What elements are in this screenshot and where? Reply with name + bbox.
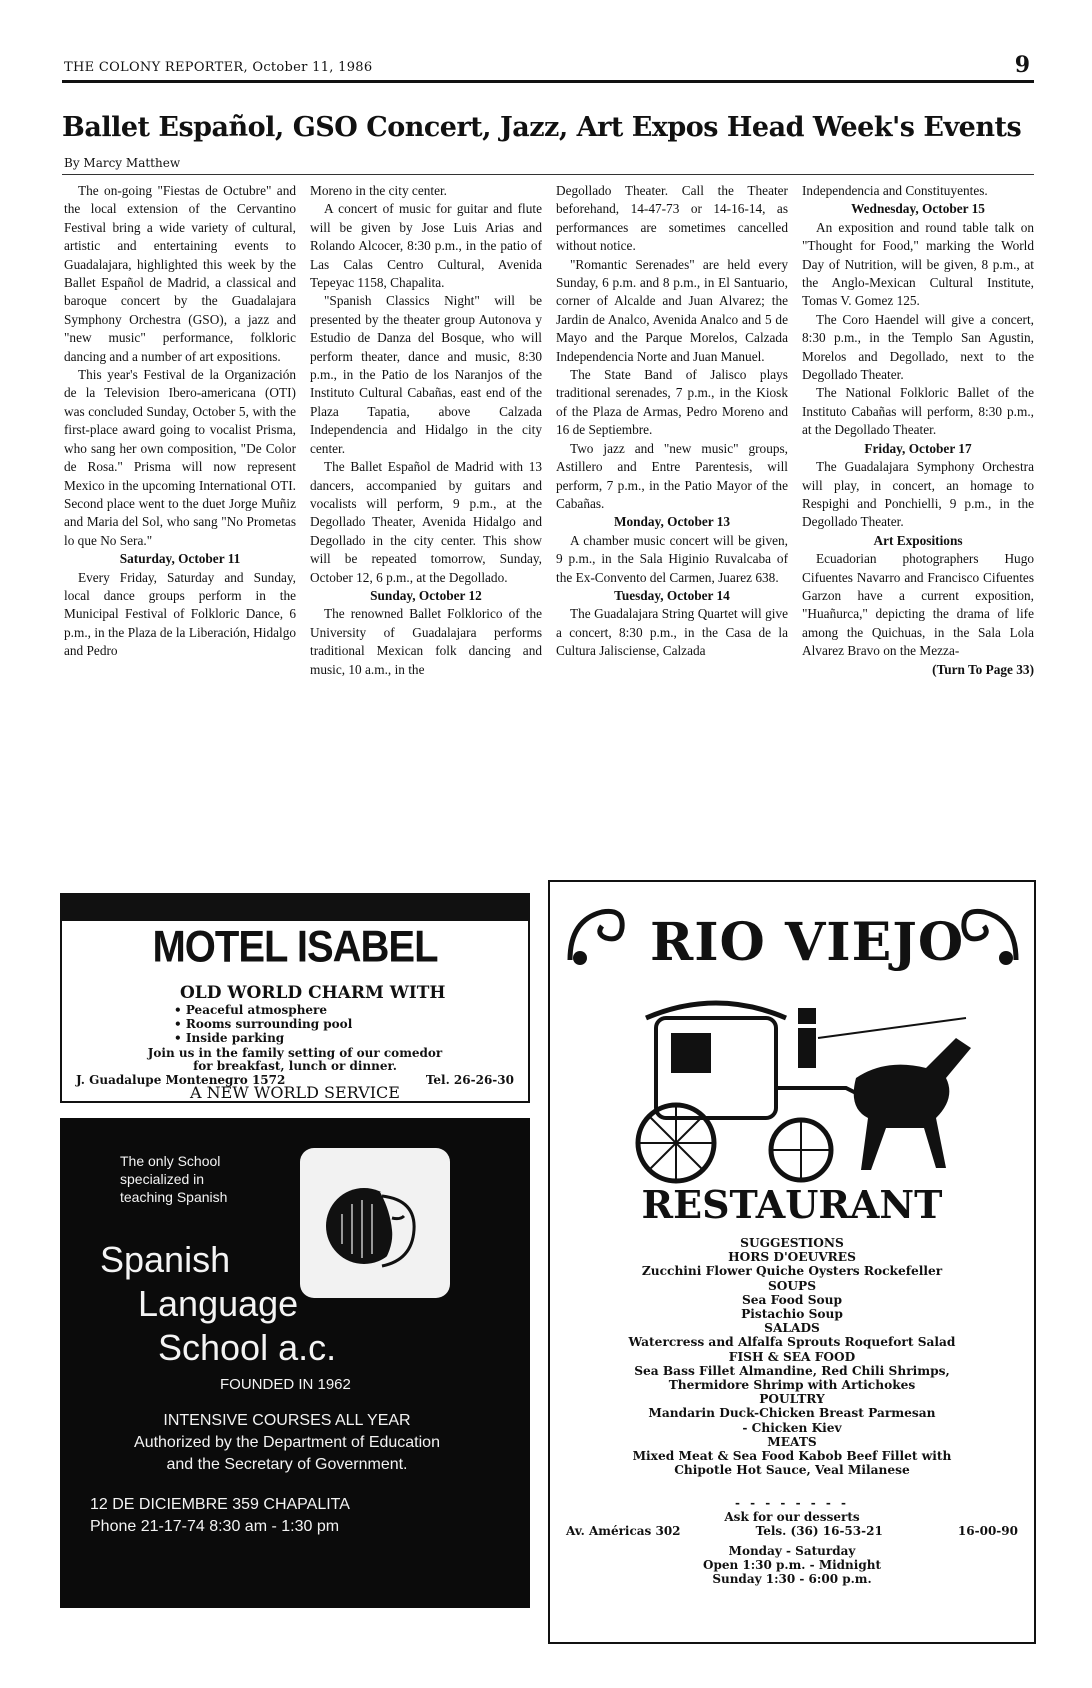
menu-line: SUGGESTIONS bbox=[740, 1236, 844, 1250]
masthead bbox=[62, 52, 1034, 83]
hours-line: Open 1:30 p.m. - Midnight bbox=[703, 1558, 881, 1572]
restaurant-name: RIO VIEJO bbox=[650, 912, 965, 973]
restaurant-label: RESTAURANT bbox=[641, 1182, 943, 1227]
hours-line: Monday - Saturday bbox=[728, 1544, 856, 1558]
school-intro-line: teaching Spanish bbox=[120, 1189, 228, 1205]
article-paragraph: "Romantic Serenades" are held every Sunday, 6 p.m. and 8 p.m., in El Santuario, corner of Alcalde and Juan Alvarez; the Jardin de Analco, Avenida Analco and 5 de Mayo and the Parque Morelos, Calzada Independencia Norte and Juan Manuel. bbox=[556, 256, 788, 364]
menu-line: Zucchini Flower Quiche Oysters Rockefeller bbox=[641, 1264, 943, 1279]
section-subhead: Monday, October 13 bbox=[613, 514, 731, 530]
article-paragraph: A chamber music concert will be given, 9 p.m., in the Sala Higinio Ruvalcaba of the Ex-Convento del Carmen, Juarez 638. bbox=[556, 532, 788, 585]
continued-note: (Turn To Page 33) bbox=[932, 661, 1034, 677]
menu-line: - Chicken Kiev bbox=[742, 1420, 842, 1435]
article-column-3 bbox=[556, 182, 788, 892]
school-intro bbox=[120, 1152, 227, 1206]
menu-line: Thermidore Shrimp with Artichokes bbox=[668, 1378, 916, 1393]
section-subhead: Sunday, October 12 bbox=[370, 587, 482, 603]
motel-address: J. Guadalupe Montenegro 1572 bbox=[76, 1073, 286, 1087]
school-name-line: Language bbox=[138, 1283, 299, 1324]
article-paragraph: The Coro Haendel will give a concert, 8:30 p.m., in the Templo San Agustin, Morelos and Degollado, next to the Degollado Theater. bbox=[802, 311, 1034, 383]
school-intro-line: specialized in bbox=[120, 1171, 205, 1187]
menu-line: MEATS bbox=[767, 1434, 817, 1449]
motel-isabel-ad bbox=[60, 893, 530, 1103]
article-paragraph: The Guadalajara String Quartet will give a concert, 8:30 p.m., in the Casa de la Cultura Jalisciense, Calzada bbox=[556, 606, 788, 659]
motel-feature: • Inside parking bbox=[174, 1031, 352, 1045]
article-paragraph: Two jazz and "new music" groups, Astillero and Entre Parentesis, will perform, 7 p.m., in the Patio Mayor of the Cabañas. bbox=[556, 440, 788, 511]
ornament-scroll-icon bbox=[954, 900, 1024, 970]
menu-line: Watercress and Alfalfa Sprouts Roquefort Salad bbox=[628, 1335, 956, 1350]
divider-dashes: - - - - - - - - bbox=[734, 1496, 850, 1510]
motel-name: MOTEL ISABEL bbox=[152, 922, 438, 972]
article-paragraph: The on-going "Fiestas de Octubre" and the local extension of the Cervantino Festival bring a wide variety of cultural, artistic and entertaining events to Guadalajara, highlighted this week by the Ballet Español de Madrid, a classical and baroque concert by the Guadalajara Symphony Orchestra (GSO), a jazz and "new music" performance, folkloric dancing and a number of art expositions. bbox=[64, 183, 296, 364]
article-paragraph: The Ballet Español de Madrid with 13 dancers, accompanied by guitars and vocalists will perform, 9 p.m., at the Degollado Theater, Avenida Hidalgo and Degollado in the city center. This show will be repeated tomorrow, Sunday, October 12, 6 p.m., at the Degollado. bbox=[310, 459, 542, 585]
article-paragraph: "Spanish Classics Night" will be presented by the theater group Autonova y Estudio de Danza del Bosque, who will perform theater, dance and music, 8:30 p.m., in the Patio de los Naranjos of the Instituto Cultural Cabañas, east end of the Plaza Tapatia, above Calzada Independencia and Hidalgo in the city center. bbox=[310, 293, 542, 456]
menu-line: Pistachio Soup bbox=[741, 1307, 843, 1322]
menu-line: SALADS bbox=[764, 1321, 820, 1336]
article-paragraph: The State Band of Jalisco plays traditional serenades, 7 p.m., in the Kiosk of the Plaza de Armas, Pedro Moreno and 16 de Septiembre. bbox=[556, 367, 788, 438]
article-columns bbox=[64, 182, 1034, 892]
article-paragraph: An exposition and round table talk on "Thought for Food," marking the World Day of Nutrition, will be given, 8 p.m., at the Anglo-Mexican Cultural Institute, Tomas V. Gomez 125. bbox=[802, 219, 1034, 309]
article-column-1 bbox=[64, 182, 296, 892]
article-paragraph: Moreno in the city center. bbox=[310, 183, 447, 198]
school-name-line: Spanish bbox=[100, 1239, 231, 1280]
horse-carriage-icon bbox=[586, 978, 1006, 1188]
school-courses-line: Authorized by the Department of Education bbox=[134, 1434, 440, 1451]
school-intro-line: The only School bbox=[120, 1153, 221, 1169]
article-paragraph: This year's Festival de la Organización de la Television Ibero-americana (OTI) was concluded Sunday, October 5, with the first-place award going to vocalist Prisma, who sang her own composition, "De Color de Rosa." Prisma will now represent Mexico in the upcoming International OTI. Second place went to the duet Jorge Muñiz and Maria del Sol, who sang "No Prometas lo que No Sera." bbox=[64, 367, 296, 548]
byline: By Marcy Matthew bbox=[64, 156, 181, 170]
menu-line: SOUPS bbox=[767, 1278, 816, 1293]
ornament-scroll-icon bbox=[562, 900, 632, 970]
rule bbox=[62, 174, 1034, 175]
menu-line: HORS D'OEUVRES bbox=[728, 1250, 856, 1265]
school-contact bbox=[90, 1494, 350, 1538]
restaurant-menu bbox=[570, 1236, 1014, 1477]
spanish-school-ad bbox=[60, 1118, 530, 1608]
section-subhead: Art Expositions bbox=[873, 532, 963, 548]
menu-line: FISH & SEA FOOD bbox=[728, 1349, 856, 1364]
motel-feature: • Peaceful atmosphere bbox=[174, 1003, 352, 1017]
motel-invite bbox=[62, 1047, 528, 1073]
school-phone: Phone 21-17-74 8:30 am - 1:30 pm bbox=[90, 1518, 340, 1535]
menu-line: Sea Food Soup bbox=[741, 1292, 843, 1307]
article-paragraph: Ecuadorian photographers Hugo Cifuentes Navarro and Francisco Cifuentes Garzon have a current exposition, "Huañurca," depicting the drama of life among the Quichuas, in the Sala Lola Alvarez Bravo on the Mezza- bbox=[802, 551, 1034, 659]
motel-tagline: OLD WORLD CHARM WITH bbox=[180, 983, 446, 1003]
article-paragraph: Degollado Theater. Call the Theater beforehand, 14-47-73 or 14-16-14, as performances are sometimes cancelled without notice. bbox=[556, 183, 788, 254]
motel-invite-line: for breakfast, lunch or dinner. bbox=[193, 1059, 397, 1073]
publication-line: THE COLONY REPORTER, October 11, 1986 bbox=[64, 60, 373, 75]
motel-invite-line: Join us in the family setting of our comedor bbox=[147, 1046, 443, 1060]
section-subhead: Friday, October 17 bbox=[864, 440, 972, 456]
motel-feature: • Rooms surrounding pool bbox=[174, 1017, 352, 1031]
restaurant-tels: Tels. (36) 16-53-21 bbox=[755, 1524, 883, 1538]
menu-line: POULTRY bbox=[759, 1392, 825, 1407]
restaurant-tel2: 16-00-90 bbox=[957, 1524, 1018, 1538]
school-name bbox=[100, 1238, 336, 1370]
headline: Ballet Español, GSO Concert, Jazz, Art Expos Head Week's Events bbox=[62, 112, 1022, 143]
article-paragraph: Independencia and Constituyentes. bbox=[802, 183, 988, 198]
section-subhead: Tuesday, October 14 bbox=[614, 587, 730, 603]
section-subhead: Saturday, October 11 bbox=[119, 551, 241, 567]
article-paragraph: Every Friday, Saturday and Sunday, local dance groups perform in the Municipal Festival of Folkloric Dance, 6 p.m., in the Plaza de la Liberación, Hidalgo and Pedro bbox=[64, 569, 296, 659]
motel-features bbox=[174, 1003, 352, 1045]
page-number: 9 bbox=[1014, 52, 1030, 78]
restaurant-footer bbox=[566, 1496, 1018, 1586]
article-column-2 bbox=[310, 182, 542, 892]
school-address: 12 DE DICIEMBRE 359 CHAPALITA bbox=[90, 1496, 350, 1513]
menu-line: Sea Bass Fillet Almandine, Red Chili Shrimps, bbox=[634, 1363, 950, 1378]
contact-row bbox=[566, 1524, 1018, 1538]
hours-line: Sunday 1:30 - 6:00 p.m. bbox=[712, 1572, 872, 1586]
motel-tel: Tel. 26-26-30 bbox=[425, 1073, 514, 1087]
section-subhead: Wednesday, October 15 bbox=[851, 201, 985, 217]
school-name-line: School a.c. bbox=[158, 1327, 337, 1368]
menu-line: Mixed Meat & Sea Food Kabob Beef Fillet with bbox=[632, 1449, 952, 1464]
school-courses-line: INTENSIVE COURSES ALL YEAR bbox=[163, 1412, 411, 1429]
motel-slogan: A NEW WORLD SERVICE bbox=[190, 1083, 400, 1102]
school-courses-line: and the Secretary of Government. bbox=[166, 1456, 408, 1473]
school-founded: FOUNDED IN 1962 bbox=[220, 1376, 351, 1393]
menu-line: Mandarin Duck-Chicken Breast Parmesan bbox=[648, 1406, 936, 1421]
desserts-line: Ask for our desserts bbox=[724, 1510, 860, 1524]
school-courses bbox=[84, 1410, 490, 1476]
article-column-4 bbox=[802, 182, 1034, 892]
rio-viejo-ad bbox=[548, 880, 1036, 1644]
article-paragraph: The Guadalajara Symphony Orchestra will play, in concert, an homage to Respighi and Ponchielli, 9 p.m., in the Degollado Theater. bbox=[802, 459, 1034, 530]
restaurant-hours bbox=[566, 1544, 1018, 1586]
menu-line: Chipotle Hot Sauce, Veal Milanese bbox=[674, 1463, 910, 1478]
profile-head-icon bbox=[322, 1174, 426, 1274]
ad-banner-bar bbox=[62, 895, 528, 921]
restaurant-address: Av. Américas 302 bbox=[566, 1524, 681, 1538]
article-paragraph: A concert of music for guitar and flute will be given by Jose Luis Arias and Rolando Alcocer, 8:30 p.m., in the patio of Las Calas Centro Cultural, Avenida Tepeyac 1158, Chapalita. bbox=[310, 201, 542, 291]
article-paragraph: The National Folkloric Ballet of the Instituto Cabañas will perform, 8:30 p.m., at the Degollado Theater. bbox=[802, 385, 1034, 438]
article-paragraph: The renowned Ballet Folklorico of the University of Guadalajara performs traditional Mexican folk dancing and music, 10 a.m., in the bbox=[310, 606, 542, 677]
